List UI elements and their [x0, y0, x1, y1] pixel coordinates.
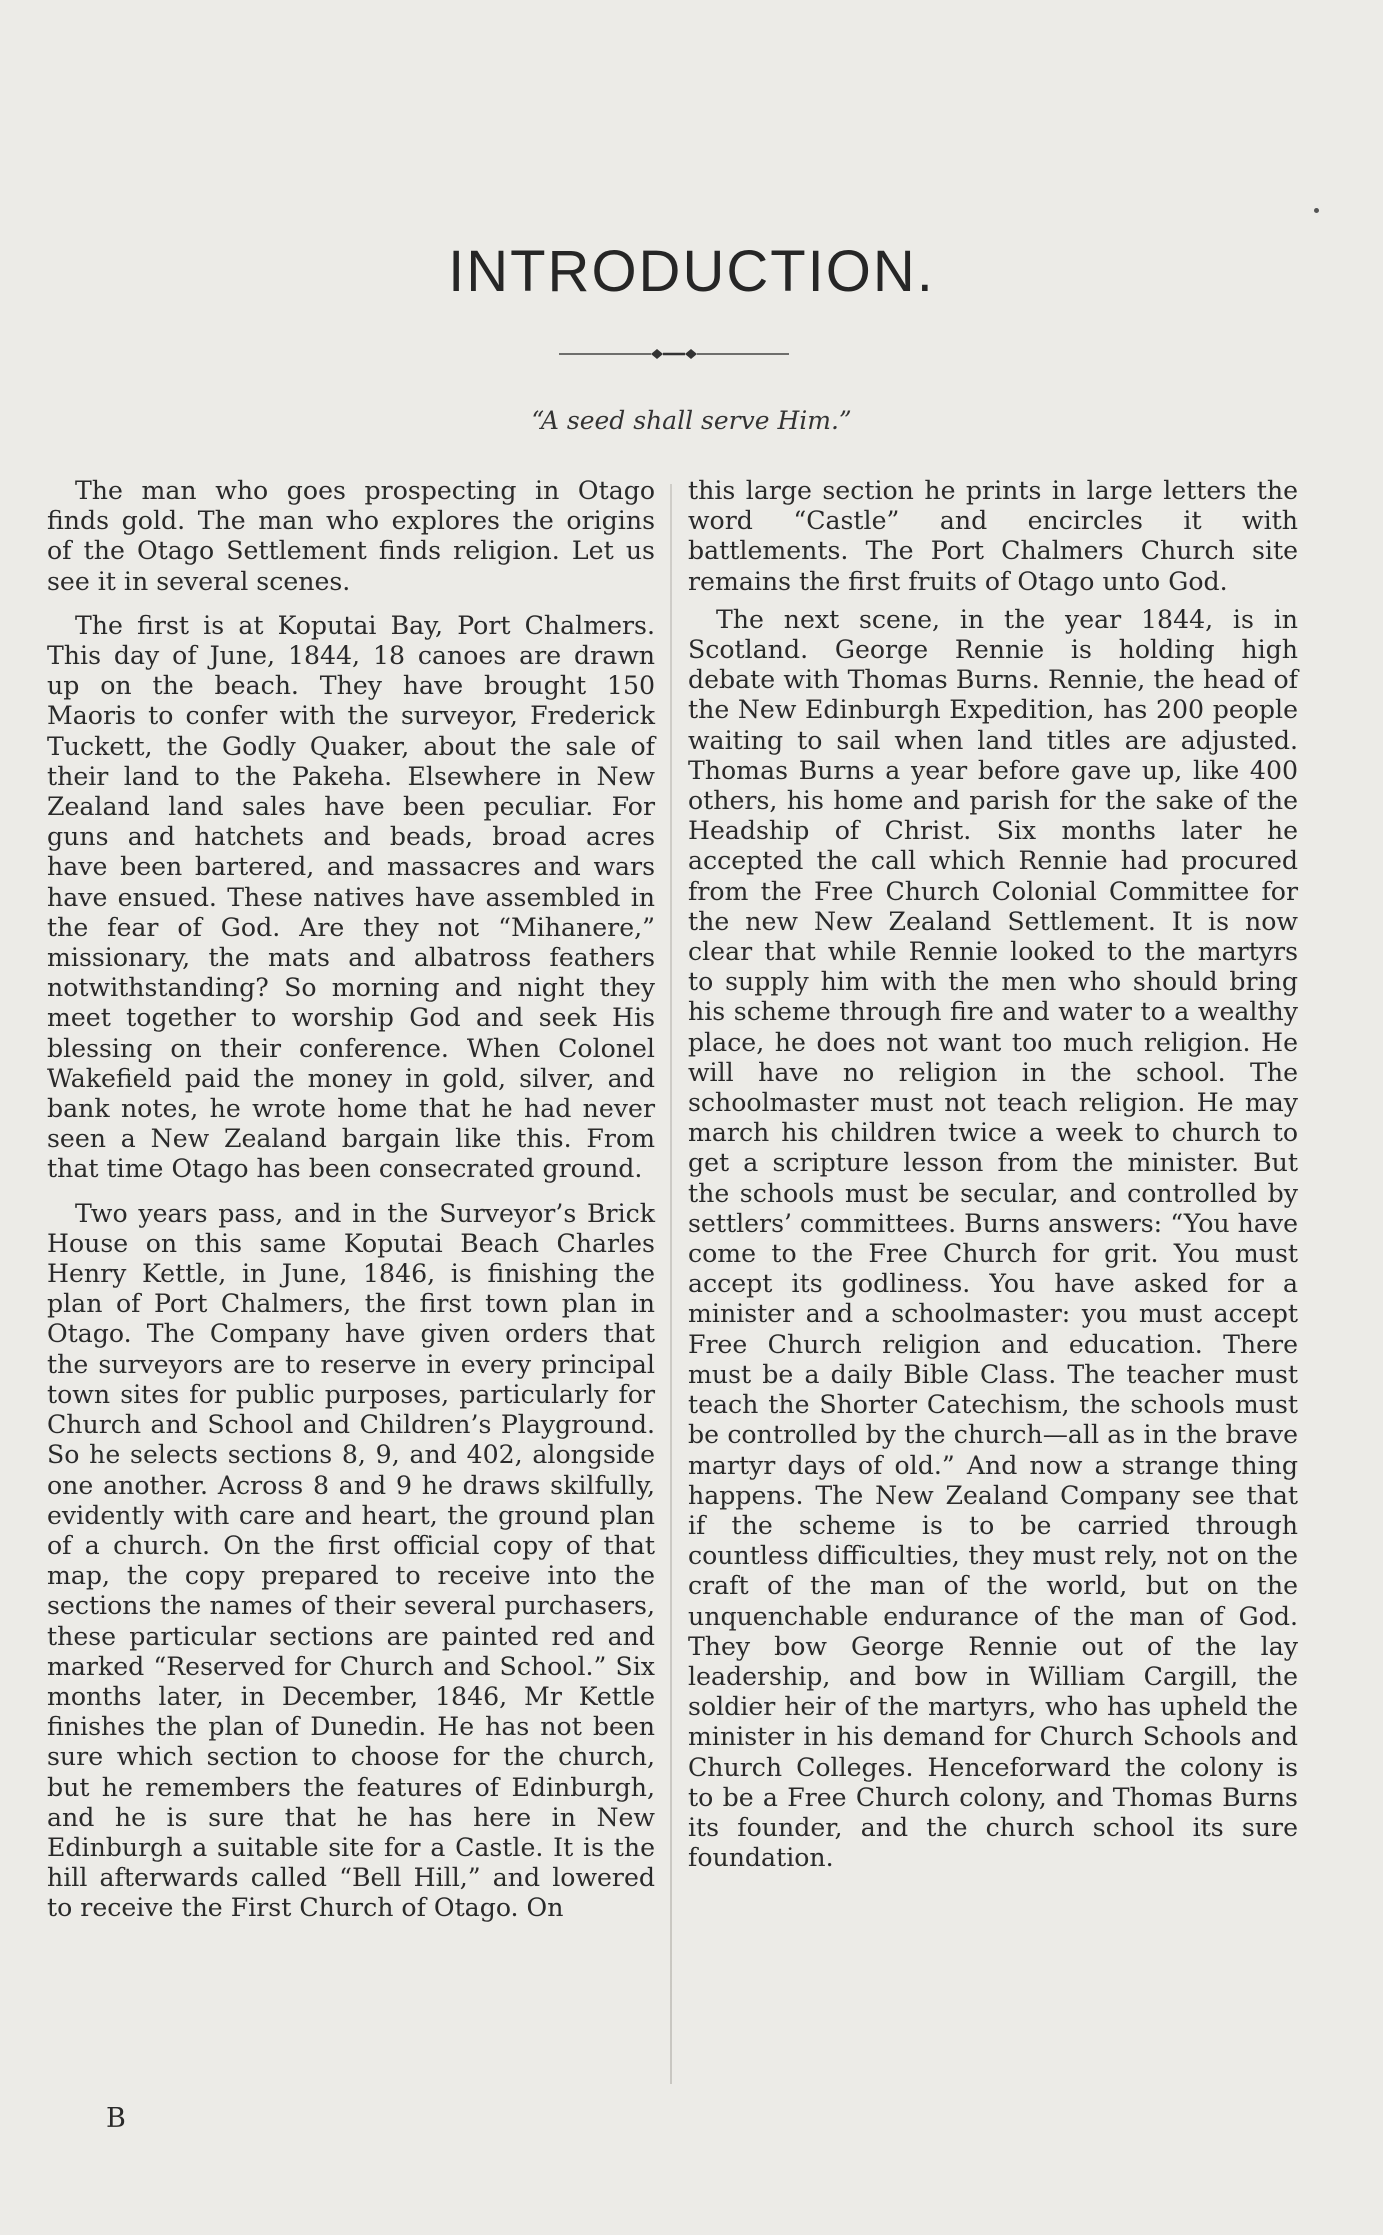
column-divider	[670, 484, 672, 2084]
paragraph: this large section he prints in large letters the word “Castle” and encircles it with battlements. The Port Chalmers Church site remains the first fruits of Otago unto God.	[688, 476, 1298, 596]
paragraph: The first is at Koputai Bay, Port Chalmers. This day of June, 1844, 18 canoes are drawn up on the beach. They have brought 150 Maoris to confer with the surveyor, Frederick Tuckett, the Godly Quaker, about the sale of their land to the Pakeha. Elsewhere in New Zealand land sales have been peculiar. For guns and hatchets and beads, broad acres have been bartered, and massacres and wars have ensued. These natives have assembled in the fear of God. Are they not “Mihanere,” missionary, the mats and albatross feathers notwithstanding? So morning and night they meet together to worship God and seek His blessing on their conference. When Colonel Wakefield paid the money in gold, silver, and bank notes, he wrote home that he had never seen a New Zealand bargain like this. From that time Otago has been consecrated ground.	[47, 610, 655, 1184]
right-column	[688, 476, 1298, 1873]
left-column	[47, 476, 655, 1938]
paragraph: The next scene, in the year 1844, is in Scotland. George Rennie is holding high debate with Thomas Burns. Rennie, the head of the New Edinburgh Expedition, has 200 people waiting to sail when land titles are adjusted. Thomas Burns a year before gave up, like 400 others, his home and parish for the sake of the Headship of Christ. Six months later he accepted the call which Rennie had procured from the Free Church Colonial Committee for the new New Zealand Settlement. It is now clear that while Rennie looked to the martyrs to supply him with the men who should bring his scheme through fire and water to a wealthy place, he does not want too much religion. He will have no religion in the school. The schoolmaster must not teach religion. He may march his children twice a week to church to get a scripture lesson from the minister. But the schools must be secular, and controlled by settlers’ committees. Burns answers: “You have come to the Free Church for grit. You must accept its godliness. You have asked for a minister and a schoolmaster: you must accept Free Church religion and education. There must be a daily Bible Class. The teacher must teach the Shorter Catechism, the schools must be controlled by the church—all as in the brave martyr days of old.” And now a strange thing happens. The New Zealand Company see that if the scheme is to be carried through countless difficulties, they must rely, not on the craft of the man of the world, but on the unquenchable endurance of the man of God. They bow George Rennie out of the lay leadership, and bow in William Cargill, the soldier heir of the martyrs, who has upheld the minister in his demand for Church Schools and Church Colleges. Henceforward the colony is to be a Free Church colony, and Thomas Burns its founder, and the church school its sure foundation.	[688, 604, 1298, 1873]
page-title: INTRODUCTION.	[448, 239, 935, 304]
paragraph: Two years pass, and in the Surveyor’s Brick House on this same Koputai Beach Charles Henry Kettle, in June, 1846, is finishing the plan of Port Chalmers, the first town plan in Otago. The Company have given orders that the surveyors are to reserve in every principal town sites for public purposes, particularly for Church and School and Children’s Playground. So he selects sections 8, 9, and 402, alongside one another. Across 8 and 9 he draws skilfully, evidently with care and heart, the ground plan of a church. On the first official copy of that map, the copy prepared to receive into the sections the names of their several purchasers, these particular sections are painted red and marked “Reserved for Church and School.” Six months later, in December, 1846, Mr Kettle finishes the plan of Dunedin. He has not been sure which section to choose for the church, but he remembers the features of Edinburgh, and he is sure that he has here in New Edinburgh a suitable site for a Castle. It is the hill afterwards called “Bell Hill,” and lowered to receive the First Church of Otago. On	[47, 1198, 655, 1923]
signature-mark: B	[106, 2103, 126, 2134]
epigraph: “A seed shall serve Him.”	[531, 406, 852, 435]
page-speck	[1314, 208, 1319, 213]
ornament-divider	[559, 342, 789, 366]
paragraph: The man who goes prospecting in Otago finds gold. The man who explores the origins of the Otago Settlement finds religion. Let us see it in several scenes.	[47, 476, 655, 596]
